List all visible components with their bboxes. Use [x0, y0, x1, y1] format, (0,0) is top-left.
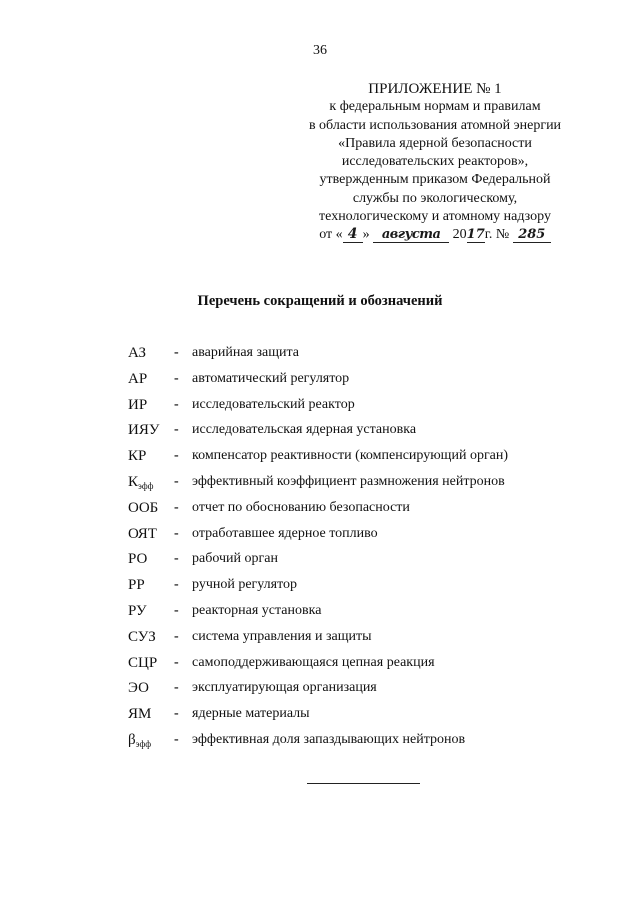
abbreviation-code-main: РР: [128, 577, 145, 594]
abbreviation-item: [128, 577, 608, 603]
appendix-line-7: технологическому и атомному надзору: [319, 209, 551, 225]
abbreviation-definition: эксплуатирующая организация: [192, 680, 377, 696]
abbreviation-separator: -: [174, 706, 179, 722]
appendix-line-5: утвержденным приказом Федеральной: [319, 172, 551, 188]
year-suffix: г. №: [484, 227, 510, 243]
date-prefix: от «: [319, 227, 343, 243]
abbreviation-code-subscript: эфф: [135, 738, 152, 749]
abbreviation-definition: автоматический регулятор: [192, 370, 350, 386]
page-number: 36: [313, 43, 327, 58]
abbreviation-code-main: ЭО: [128, 680, 149, 697]
abbreviation-separator: -: [174, 525, 179, 541]
abbreviation-separator: -: [174, 345, 179, 360]
abbreviation-item: [128, 397, 608, 423]
abbreviation-code-main: РО: [128, 551, 148, 568]
abbreviation-code-main: СЦР: [128, 654, 158, 671]
abbreviation-code: [128, 474, 174, 491]
abbreviation-item: [128, 345, 608, 371]
abbreviation-item: [128, 500, 608, 526]
abbreviation-item: [128, 526, 608, 552]
abbreviation-separator: -: [174, 396, 179, 412]
abbreviation-code-main: ОЯТ: [128, 525, 157, 542]
abbreviation-code-main: β: [128, 731, 136, 748]
abbreviation-code: [128, 577, 174, 594]
abbreviation-item: [128, 474, 608, 500]
abbreviation-code-main: РУ: [128, 602, 147, 619]
handwritten-day: 4: [343, 227, 363, 243]
abbreviation-definition: ручной регулятор: [192, 577, 298, 593]
abbreviation-item: [128, 448, 608, 474]
abbreviation-definition: компенсатор реактивности (компенсирующий орган): [192, 448, 509, 464]
abbreviation-code: [128, 680, 174, 697]
abbreviation-definition: эффективный коэффициент размножения нейтронов: [192, 473, 505, 489]
abbreviation-separator: -: [174, 577, 179, 593]
abbreviation-code: [128, 422, 174, 439]
abbreviation-code-main: СУЗ: [128, 628, 156, 645]
abbreviation-code: [128, 655, 174, 672]
appendix-line-3: «Правила ядерной безопасности: [338, 135, 532, 151]
handwritten-month: августа: [373, 227, 449, 243]
abbreviation-item: [128, 732, 608, 758]
abbreviation-code: [128, 397, 174, 414]
abbreviation-definition: самоподдерживающаяся цепная реакция: [192, 654, 435, 670]
handwritten-order-number: 285: [513, 227, 551, 243]
abbreviation-separator: -: [174, 422, 179, 438]
abbreviation-code: [128, 526, 174, 543]
abbreviation-item: [128, 551, 608, 577]
abbreviation-definition: исследовательская ядерная установка: [192, 422, 417, 438]
abbreviation-code-main: ООБ: [128, 499, 159, 516]
abbreviation-separator: -: [174, 602, 179, 618]
abbreviation-code-main: КР: [128, 448, 147, 465]
date-quote-close: »: [362, 227, 370, 243]
abbreviation-code-main: К: [128, 473, 139, 490]
abbreviations-heading: Перечень сокращений и обозначений: [197, 293, 443, 309]
abbreviation-item: [128, 629, 608, 655]
abbreviation-item: [128, 422, 608, 448]
abbreviation-definition: отчет по обоснованию безопасности: [192, 499, 410, 515]
abbreviation-separator: -: [174, 499, 179, 515]
year-prefix: 20: [452, 227, 467, 243]
abbreviation-item: [128, 680, 608, 706]
order-date-line: [280, 226, 590, 244]
abbreviation-code: [128, 345, 174, 362]
abbreviation-code: [128, 551, 174, 568]
abbreviation-definition: ядерные материалы: [192, 706, 310, 722]
abbreviation-code-main: АЗ: [128, 345, 146, 361]
abbreviation-item: [128, 706, 608, 732]
abbreviation-definition: система управления и защиты: [192, 628, 372, 644]
abbreviation-item: [128, 371, 608, 397]
abbreviation-definition: исследовательский реактор: [192, 396, 355, 412]
end-divider: [307, 783, 420, 784]
abbreviation-code-main: ИЯУ: [128, 422, 160, 439]
abbreviation-definition: эффективная доля запаздывающих нейтронов: [192, 731, 466, 747]
abbreviation-definition: отработавшее ядерное топливо: [192, 525, 378, 541]
abbreviation-code: [128, 500, 174, 517]
abbreviation-separator: -: [174, 680, 179, 696]
abbreviation-code: [128, 371, 174, 388]
abbreviation-separator: -: [174, 551, 179, 567]
abbreviation-separator: -: [174, 473, 179, 489]
abbreviation-definition: рабочий орган: [192, 551, 278, 567]
appendix-line-1: к федеральным нормам и правилам: [329, 99, 541, 115]
abbreviation-code-main: ИР: [128, 396, 148, 413]
abbreviations-list: [128, 345, 608, 758]
abbreviation-item: [128, 603, 608, 629]
abbreviation-item: [128, 655, 608, 681]
appendix-header: [280, 80, 590, 245]
abbreviation-code-subscript: эфф: [138, 480, 154, 491]
abbreviation-code: [128, 629, 174, 646]
abbreviation-code: [128, 706, 174, 723]
appendix-line-2: в области использования атомной энергии: [308, 117, 562, 133]
appendix-title: ПРИЛОЖЕНИЕ № 1: [368, 81, 502, 97]
abbreviation-code: [128, 448, 174, 465]
handwritten-year: 17: [466, 227, 485, 243]
abbreviation-code: [128, 732, 174, 749]
abbreviation-separator: -: [174, 731, 179, 747]
appendix-line-6: службы по экологическому,: [352, 190, 518, 206]
abbreviation-separator: -: [174, 628, 179, 644]
abbreviation-separator: -: [174, 370, 179, 386]
appendix-line-4: исследовательских реакторов»,: [341, 154, 529, 170]
abbreviation-code-main: ЯМ: [128, 706, 152, 723]
abbreviation-separator: -: [174, 448, 179, 464]
abbreviation-separator: -: [174, 654, 179, 670]
abbreviation-code: [128, 603, 174, 620]
abbreviation-code-main: АР: [128, 370, 148, 387]
abbreviation-definition: реакторная установка: [192, 602, 322, 618]
abbreviation-definition: аварийная защита: [192, 345, 300, 360]
